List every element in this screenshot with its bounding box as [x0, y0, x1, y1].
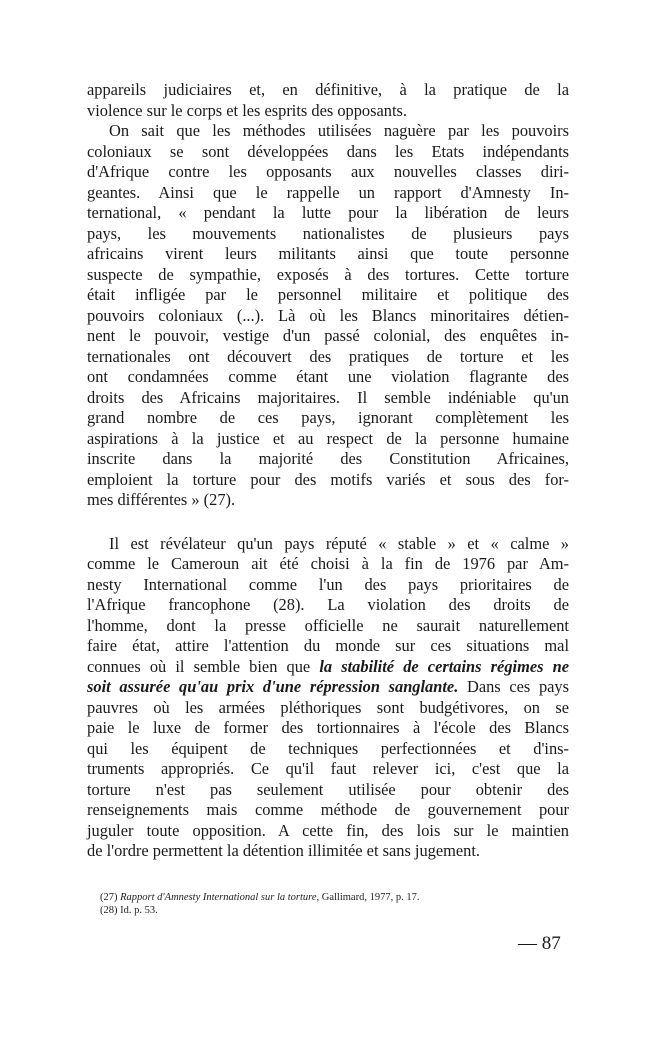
text-line: paie le luxe de former des tortionnaires à l'école des Blancs: [87, 718, 569, 737]
text-line: d'Afrique contre les opposants aux nouvelles classes diri-: [87, 162, 569, 181]
text-line: comme le Cameroun ait été choisi à la fin de 1976 par Am-: [87, 554, 569, 573]
footnote-rest: , Gallimard, 1977, p. 17.: [316, 892, 420, 903]
text-line: renseignements mais comme méthode de gouvernement pour: [87, 800, 569, 819]
paragraph: [87, 534, 569, 862]
footnote-title: Rapport d'Amnesty International sur la torture: [120, 892, 317, 903]
text-line: l'Afrique francophone (28). La violation des droits de: [87, 595, 569, 614]
footnote: [100, 891, 419, 904]
text-line: juguler toute opposition. A cette fin, des lois sur le maintien: [87, 820, 569, 840]
text-line: ternationales ont découvert des pratiques de torture et les: [87, 346, 569, 366]
text-line: pays, les mouvements nationalistes de plusieurs pays: [87, 223, 569, 243]
text-line: coloniaux se sont développées dans les Etats indépendants: [87, 141, 569, 161]
text-line: africains virent leurs militants ainsi que toute personne: [87, 244, 569, 263]
text-line: Il est révélateur qu'un pays réputé « stable » et « calme »: [109, 533, 569, 553]
paragraph: [87, 80, 569, 511]
text-line: ternational, « pendant la lutte pour la libération de leurs: [87, 203, 569, 222]
text-line: inscrite dans la majorité des Constitution Africaines,: [87, 449, 569, 468]
text-line: pouvoirs coloniaux (...). Là où les Blancs minoritaires détien-: [87, 305, 569, 325]
text-line: [87, 657, 569, 678]
footnotes: [100, 891, 419, 917]
text-line: qui les équipent de techniques perfectionnées et d'ins-: [87, 738, 569, 758]
footnote: [100, 904, 419, 917]
text-line: de l'ordre permettent la détention illimitée et sans jugement.: [87, 841, 481, 860]
text-line: droits des Africains majoritaires. Il semble indéniable qu'un: [87, 387, 569, 407]
text-line: appareils judiciaires et, en définitive, à la pratique de la: [87, 80, 569, 99]
text-segment: Dans ces pays: [458, 677, 570, 696]
footnote-num: (27): [100, 892, 118, 903]
emphasized-text: la stabilité de certains régimes ne: [319, 656, 570, 676]
text-line: était infligée par le personnel militaire et politique des: [87, 285, 569, 304]
text-line: On sait que les méthodes utilisées naguère par les pouvoirs: [109, 121, 569, 140]
text-line: violence sur le corps et les esprits des opposants.: [87, 100, 408, 120]
text-line: l'homme, dont la presse officielle ne saurait naturellement: [87, 615, 569, 635]
text-line: nesty International comme l'un des pays prioritaires de: [87, 574, 569, 594]
text-line: nent le pouvoir, vestige d'un passé colonial, des enquêtes in-: [87, 326, 569, 345]
text-line: grand nombre de ces pays, ignorant complètement les: [87, 408, 569, 427]
text-line: torture n'est pas seulement utilisée pour obtenir des: [87, 779, 569, 799]
text-line: aspirations à la justice et au respect de la personne humaine: [87, 428, 569, 448]
text-segment: connues où il semble bien que: [87, 656, 320, 676]
text-line: mes différentes » (27).: [87, 490, 236, 509]
text-line: truments appropriés. Ce qu'il faut relever ici, c'est que la: [87, 759, 569, 778]
text-line: faire état, attire l'attention du monde sur ces situations mal: [87, 636, 569, 655]
text-line: ont condamnées comme étant une violation flagrante des: [87, 367, 569, 386]
text-line: geantes. Ainsi que le rappelle un rapport d'Amnesty In-: [87, 182, 569, 202]
footnote-rest: Id. p. 53.: [120, 905, 158, 916]
body-text: [87, 80, 569, 862]
footnote-num: (28): [100, 905, 118, 916]
emphasized-text: soit assurée qu'au prix d'une répression sanglante.: [87, 677, 459, 696]
text-line: emploient la torture pour des motifs variés et sous des for-: [87, 469, 569, 489]
text-line: pauvres où les armées pléthoriques sont budgétivores, on se: [87, 697, 569, 717]
text-line: [87, 677, 569, 698]
text-line: suspecte de sympathie, exposés à des tortures. Cette torture: [87, 264, 569, 284]
page-number: — 87: [518, 933, 561, 954]
